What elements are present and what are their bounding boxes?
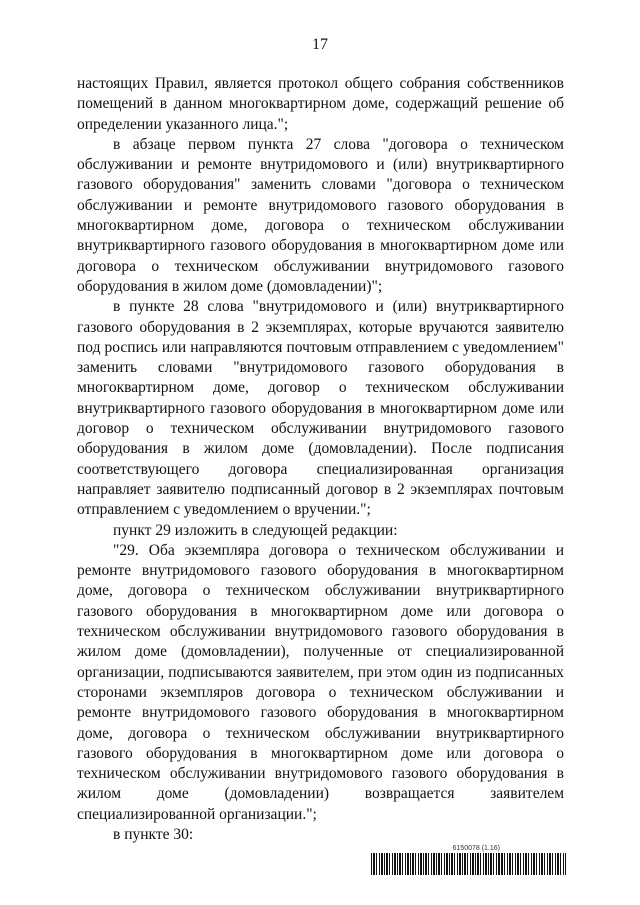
document-body: [77, 74, 564, 845]
paragraph-point-29-text: "29. Оба экземпляра договора о техническом обслуживании и ремонте внутридомового газового оборудования в многоквартирном доме, договора о техническом обслуживании внутриквартирного газового оборудования в многоквартирном доме или договора о техническом обслуживании внутридомового газового оборудования в жилом доме (домовладении), полученные от специализированной организации, подписываются заявителем, при этом один из подписанных сторонами экземпляров договора о техническом обслуживании и ремонте внутридомового газового оборудования в многоквартирном доме, договора о техническом обслуживании внутриквартирного газового оборудования в многоквартирном доме или договора о техническом обслуживании внутридомового газового оборудования в жилом доме (домовладении) возвращается заявителем специализированной организации.";: [77, 541, 564, 823]
barcode-tail: [501, 853, 566, 875]
paragraph-point-28: в пункте 28 слова "внутридомового и (или) внутриквартирного газового оборудования в 2 экземплярах, которые вручаются заявителю под роспись или направляются почтовым отправлением с уведомлением" заменить словами "внутридомового газового оборудования в многоквартирном доме, договор о техническом обслуживании внутриквартирного газового оборудования в многоквартирном доме или договор о техническом обслуживании внутридомового газового оборудования в жилом доме (домовладении). После подписания соответствующего договора специализированная организация направляет заявителю подписанный договор в 2 экземплярах почтовым отправлением с уведомлением о вручении.";: [77, 298, 564, 519]
barcode: [371, 853, 501, 875]
page-number: 17: [312, 36, 328, 53]
paragraph-point-30: в пункте 30:: [113, 825, 194, 843]
paragraph-point-29-intro: пункт 29 изложить в следующей редакции:: [113, 521, 398, 539]
paragraph-point-27: в абзаце первом пункта 27 слова "договора о техническом обслуживании и ремонте внутридомового и (или) внутриквартирного газового оборудования" заменить словами "договора о техническом обслуживании и ремонте внутридомового газового оборудования в многоквартирном доме, договора о техническом обслуживании внутриквартирного газового оборудования в многоквартирном доме или договора о техническом обслуживании внутридомового газового оборудования в жилом доме (домовладении)";: [77, 135, 564, 295]
document-code: 6150078 (1.16): [452, 845, 500, 852]
paragraph-continuation: настоящих Правил, является протокол общего собрания собственников помещений в данном многоквартирном доме, содержащий решение об определении указанного лица.";: [77, 75, 564, 133]
